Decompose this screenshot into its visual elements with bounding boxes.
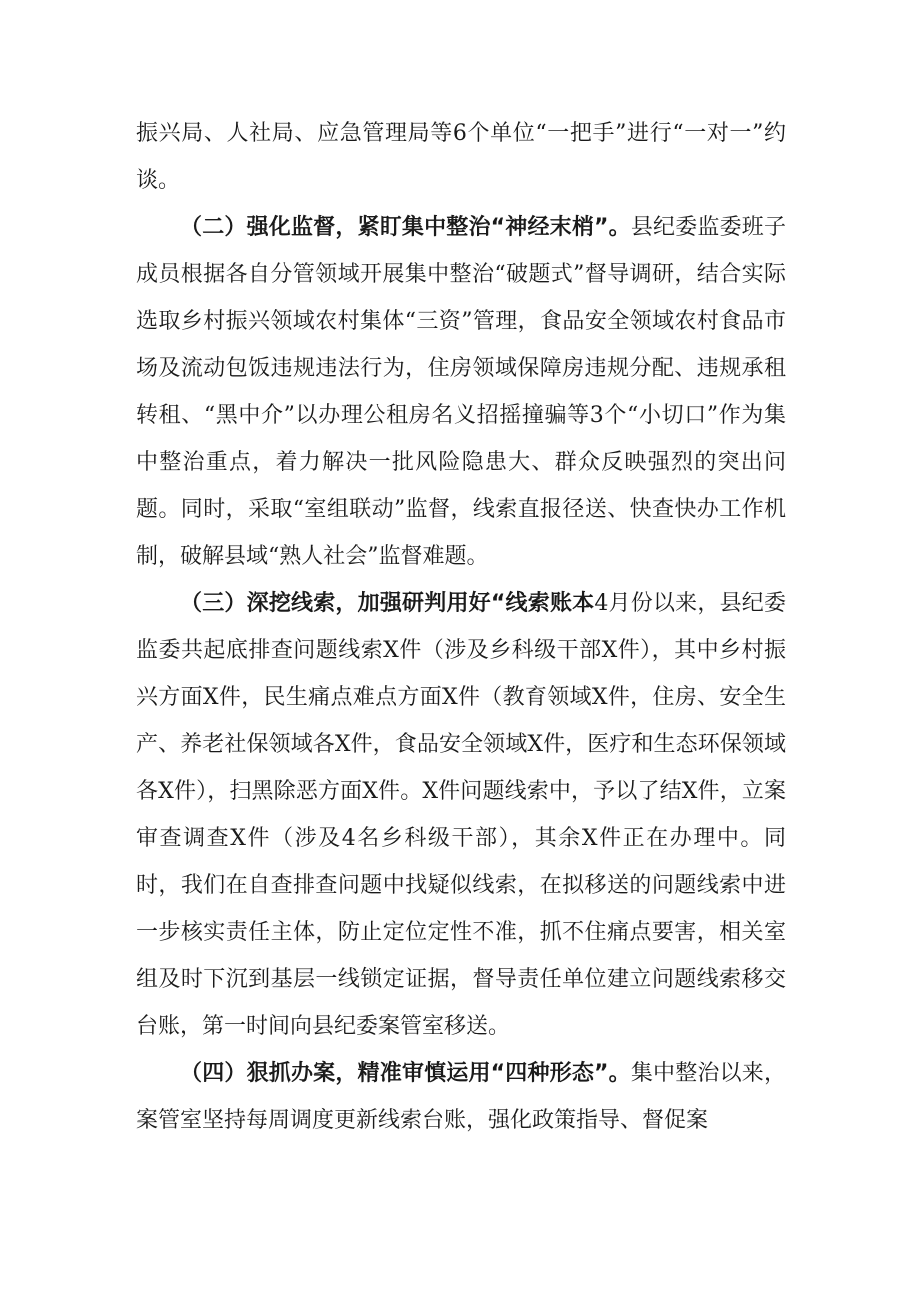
section-heading: （二）强化监督，紧盯集中整治“神经末梢”。: [180, 215, 631, 240]
paragraph-continuation: [136, 110, 786, 204]
paragraph-supervision: [136, 204, 786, 580]
section-heading: （三）深挖线索，加强研判用好“线索账本: [180, 591, 595, 616]
paragraph-clues: [136, 580, 786, 1050]
paragraph-cases: [136, 1050, 786, 1144]
paragraph-body: 4月份以来，县纪委监委共起底排查问题线索X件（涉及乡科级干部X件），其中乡村振兴方面X件，民生痛点难点方面X件（教育领域X件，住房、安全生产、养老社保领域各X件，食品安全领域X件，医疗和生态环保领域各X件），扫黑除恶方面X件。X件问题线索中，予以了结X件，立案审查调查X件（涉及4名乡科级干部），其余X件正在办理中。同时，我们在自查排查问题中找疑似线索，在拟移送的问题线索中进一步核实责任主体，防止定位定性不准，抓不住痛点要害，相关室组及时下沉到基层一线锁定证据，督导责任单位建立问题线索移交台账，第一时间向县纪委案管室移送。: [136, 591, 786, 1039]
paragraph-body: 集中整治以来，案管室坚持每周调度更新线索台账，强化政策指导、督促案: [136, 1061, 786, 1133]
document-page: [136, 110, 786, 1144]
paragraph-body: 振兴局、人社局、应急管理局等6个单位“一把手”进行“一对一”约谈。: [136, 121, 786, 193]
section-heading: （四）狠抓办案，精准审慎运用“四种形态”。: [180, 1061, 631, 1086]
paragraph-body: 县纪委监委班子成员根据各自分管领域开展集中整治“破题式”督导调研，结合实际选取乡村振兴领域农村集体“三资”管理，食品安全领域农村食品市场及流动包饭违规违法行为，住房领域保障房违规分配、违规承租转租、“黑中介”以办理公租房名义招摇撞骗等3个“小切口”作为集中整治重点，着力解决一批风险隐患大、群众反映强烈的突出问题。同时，采取“室组联动”监督，线索直报径送、快查快办工作机制，破解县域“熟人社会”监督难题。: [136, 215, 786, 569]
